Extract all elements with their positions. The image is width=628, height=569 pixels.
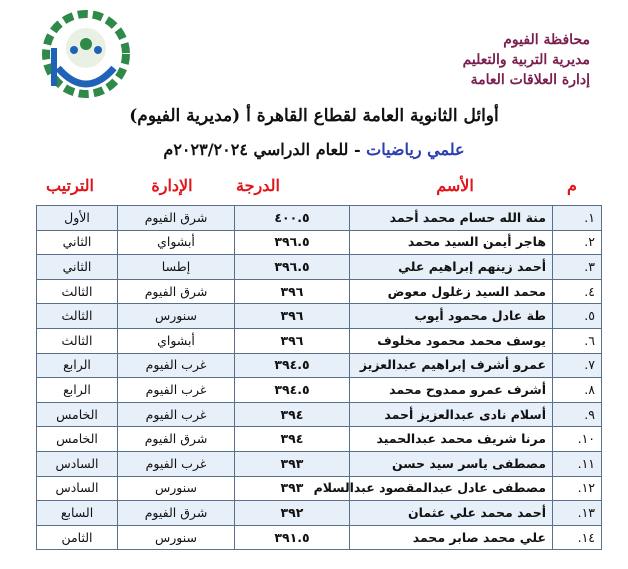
cell-num: ١٢.	[553, 476, 602, 501]
cell-rank: الرابع	[37, 378, 118, 403]
cell-num: ١٠.	[553, 427, 602, 452]
table-row	[37, 525, 602, 550]
cell-name: مصطفى ياسر سيد حسن	[350, 451, 553, 476]
directorate-name: مديرية التربية والتعليم	[462, 52, 590, 68]
column-header-rank: الترتيب	[46, 176, 94, 195]
cell-rank: السادس	[37, 476, 118, 501]
cell-num: ١١.	[553, 451, 602, 476]
cell-name: عمرو أشرف إبراهيم عبدالعزيز	[350, 353, 553, 378]
table-row	[37, 451, 602, 476]
cell-name: مصطفى عادل عبدالمقصود عبدالسلام	[350, 476, 553, 501]
cell-rank: الخامس	[37, 427, 118, 452]
cell-num: ٣.	[553, 255, 602, 280]
cell-name: يوسف محمد محمود مخلوف	[350, 328, 553, 353]
cell-score: ٤٠٠.٥	[235, 206, 350, 231]
cell-name: أحمد زينهم إبراهيم علي	[350, 255, 553, 280]
cell-admin: إطسا	[118, 255, 235, 280]
header-block	[463, 30, 590, 90]
cell-rank: الثامن	[37, 525, 118, 550]
table-row	[37, 427, 602, 452]
cell-admin: شرق الفيوم	[118, 501, 235, 526]
cell-score: ٣٩٤	[235, 427, 350, 452]
table-row	[37, 501, 602, 526]
cell-score: ٣٩٦	[235, 328, 350, 353]
results-table	[36, 205, 602, 550]
cell-admin: سنورس	[118, 476, 235, 501]
table-row	[37, 402, 602, 427]
cell-score: ٣٩٦	[235, 279, 350, 304]
cell-name: محمد السيد زغلول معوض	[350, 279, 553, 304]
cell-admin: غرب الفيوم	[118, 402, 235, 427]
cell-admin: أبشواي	[118, 328, 235, 353]
cell-score: ٣٩٦	[235, 304, 350, 329]
page-title: أوائل الثانوية العامة لقطاع القاهرة أ (مديرية الفيوم)	[129, 106, 499, 126]
cell-rank: الرابع	[37, 353, 118, 378]
cell-num: ٩.	[553, 402, 602, 427]
cell-score: ٣٩٣	[235, 476, 350, 501]
cell-name: مرنا شريف محمد عبدالحميد	[350, 427, 553, 452]
cell-admin: سنورس	[118, 525, 235, 550]
cell-rank: الثاني	[37, 255, 118, 280]
directorate-logo	[40, 8, 132, 100]
cell-score: ٣٩٤.٥	[235, 378, 350, 403]
cell-name: أشرف عمرو ممدوح محمد	[350, 378, 553, 403]
cell-num: ١٤.	[553, 525, 602, 550]
cell-name: أحمد محمد علي عثمان	[350, 501, 553, 526]
cell-rank: الثالث	[37, 279, 118, 304]
cell-rank: الثالث	[37, 304, 118, 329]
cell-num: ٧.	[553, 353, 602, 378]
table-row	[37, 255, 602, 280]
cell-admin: غرب الفيوم	[118, 353, 235, 378]
cell-name: منة الله حسام محمد أحمد	[350, 206, 553, 231]
cell-num: ٥.	[553, 304, 602, 329]
cell-admin: غرب الفيوم	[118, 451, 235, 476]
cell-num: ٢.	[553, 230, 602, 255]
cell-rank: السادس	[37, 451, 118, 476]
cell-score: ٣٩٤.٥	[235, 353, 350, 378]
cell-admin: أبشواي	[118, 230, 235, 255]
cell-score: ٣٩٦.٥	[235, 230, 350, 255]
cell-score: ٣٩١.٥	[235, 525, 350, 550]
cell-admin: غرب الفيوم	[118, 378, 235, 403]
subtitle-track: علمي رياضيات	[366, 140, 465, 159]
table-row	[37, 476, 602, 501]
column-header-name: الأسم	[436, 176, 474, 195]
governorate-name: محافظة الفيوم	[503, 32, 590, 48]
table-row	[37, 304, 602, 329]
cell-rank: الثالث	[37, 328, 118, 353]
cell-admin: شرق الفيوم	[118, 279, 235, 304]
cell-num: ٤.	[553, 279, 602, 304]
table-row	[37, 378, 602, 403]
cell-name: علي محمد صابر محمد	[350, 525, 553, 550]
page-subtitle	[0, 140, 628, 159]
cell-score: ٣٩٦.٥	[235, 255, 350, 280]
cell-admin: شرق الفيوم	[118, 427, 235, 452]
table-row	[37, 353, 602, 378]
cell-score: ٣٩٣	[235, 451, 350, 476]
cell-rank: الثاني	[37, 230, 118, 255]
column-header-admin: الإدارة	[151, 176, 193, 195]
cell-name: هاجر أيمن السيد محمد	[350, 230, 553, 255]
cell-num: ٨.	[553, 378, 602, 403]
cell-score: ٣٩٤	[235, 402, 350, 427]
cell-num: ٦.	[553, 328, 602, 353]
table-row	[37, 206, 602, 231]
cell-score: ٣٩٢	[235, 501, 350, 526]
cell-rank: السابع	[37, 501, 118, 526]
table-row	[37, 279, 602, 304]
subtitle-year: - للعام الدراسي ٢٠٢٣/٢٠٢٤م	[163, 140, 367, 159]
cell-rank: الخامس	[37, 402, 118, 427]
cell-admin: شرق الفيوم	[118, 206, 235, 231]
table-row	[37, 328, 602, 353]
cell-name: طة عادل محمود أيوب	[350, 304, 553, 329]
department-name: إدارة العلاقات العامة	[470, 72, 590, 88]
cell-num: ١.	[553, 206, 602, 231]
column-header-score: الدرجة	[236, 176, 280, 195]
cell-name: أسلام نادى عبدالعزيز أحمد	[350, 402, 553, 427]
cell-num: ١٣.	[553, 501, 602, 526]
table-row	[37, 230, 602, 255]
column-header-num: م	[567, 176, 577, 195]
cell-admin: سنورس	[118, 304, 235, 329]
cell-rank: الأول	[37, 206, 118, 231]
